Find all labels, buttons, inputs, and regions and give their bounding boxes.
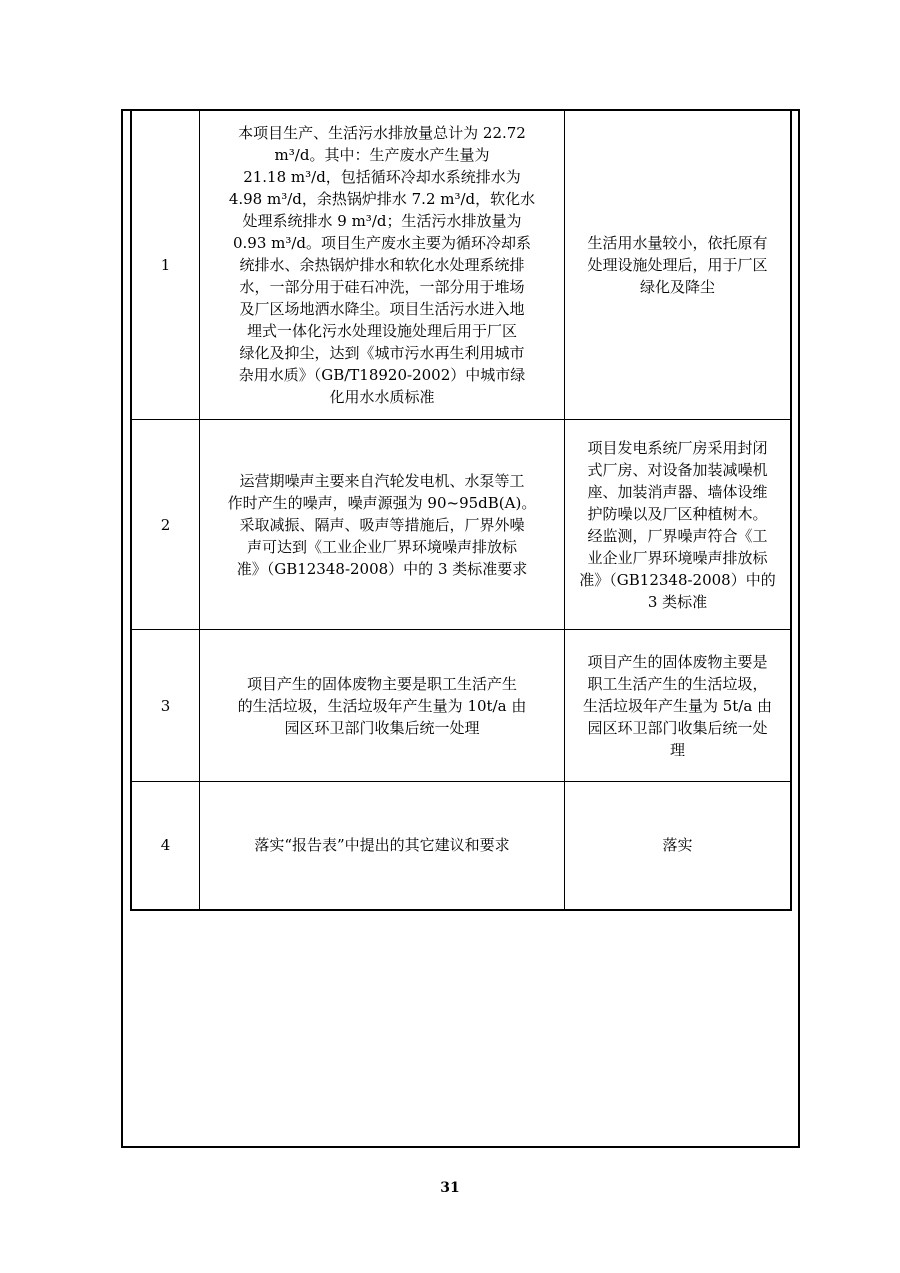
row-number: 2 — [131, 420, 200, 630]
requirements-table — [130, 109, 792, 911]
requirement-cell — [200, 420, 565, 630]
implementation-text: 生活用水量较小，依托原有 处理设施处理后，用于厂区 绿化及降尘 — [587, 233, 768, 296]
implementation-text: 项目产生的固体废物主要是 职工生活产生的生活垃圾， 生活垃圾年产生量为 5t/a 由 园区环卫部门收集后统一处 理 — [582, 652, 773, 759]
requirement-cell — [200, 110, 565, 420]
implementation-cell — [565, 110, 792, 420]
requirement-text: 项目产生的固体废物主要是职工生活产生 的生活垃圾，生活垃圾年产生量为 10t/a 由 园区环卫部门收集后统一处理 — [237, 674, 527, 737]
implementation-cell — [565, 420, 792, 630]
table-row — [131, 630, 791, 782]
implementation-cell — [565, 782, 792, 910]
requirement-cell — [200, 782, 565, 910]
table-row — [131, 782, 791, 910]
requirement-text: 运营期噪声主要来自汽轮发电机、水泵等工 作时产生的噪声，噪声源强为 90~95dB(A)。 采取减振、隔声、吸声等措施后，厂界外噪 声可达到《工业企业厂界环境噪声排放标 准》（GB12348-2008）中的 3 类标准要求 — [227, 471, 537, 578]
implementation-text: 项目发电系统厂房采用封闭 式厂房、对设备加装减噪机 座、加装消声器、墙体设维 护防噪以及厂区种植树木。 经监测，厂界噪声符合《工 业企业厂界环境噪声排放标 准》（GB12348-2008）中的 3 类标准 — [579, 438, 776, 611]
table-row — [131, 420, 791, 630]
implementation-cell — [565, 630, 792, 782]
row-number: 3 — [131, 630, 200, 782]
requirement-text: 落实“报告表”中提出的其它建议和要求 — [254, 836, 510, 855]
page-number: 31 — [440, 1180, 460, 1196]
requirement-text: 本项目生产、生活污水排放量总计为 22.72 m³/d。其中：生产废水产生量为 21.18 m³/d，包括循环冷却水系统排水为 4.98 m³/d，余热锅炉排水 7.2 m³/d，软化水 处理系统排水 9 m³/d；生活污水排放量为 0.93 m³/d。项目生产废水主要为循环冷却系 统排水、余热锅炉排水和软化水处理系统排 水，一部分用于硅石冲洗，一部分用于堆场 及厂区场地洒水降尘。项目生活污水进入地 埋式一体化污水处理设施处理后用于厂区 绿化及抑尘，达到《城市污水再生利用城市 杂用水质》（GB/T18920-2002）中城市绿 化用水水质标准 — [228, 123, 536, 406]
row-number: 1 — [131, 110, 200, 420]
requirement-cell — [200, 630, 565, 782]
implementation-text: 落实 — [662, 836, 693, 855]
table-row — [131, 110, 791, 420]
row-number: 4 — [131, 782, 200, 910]
